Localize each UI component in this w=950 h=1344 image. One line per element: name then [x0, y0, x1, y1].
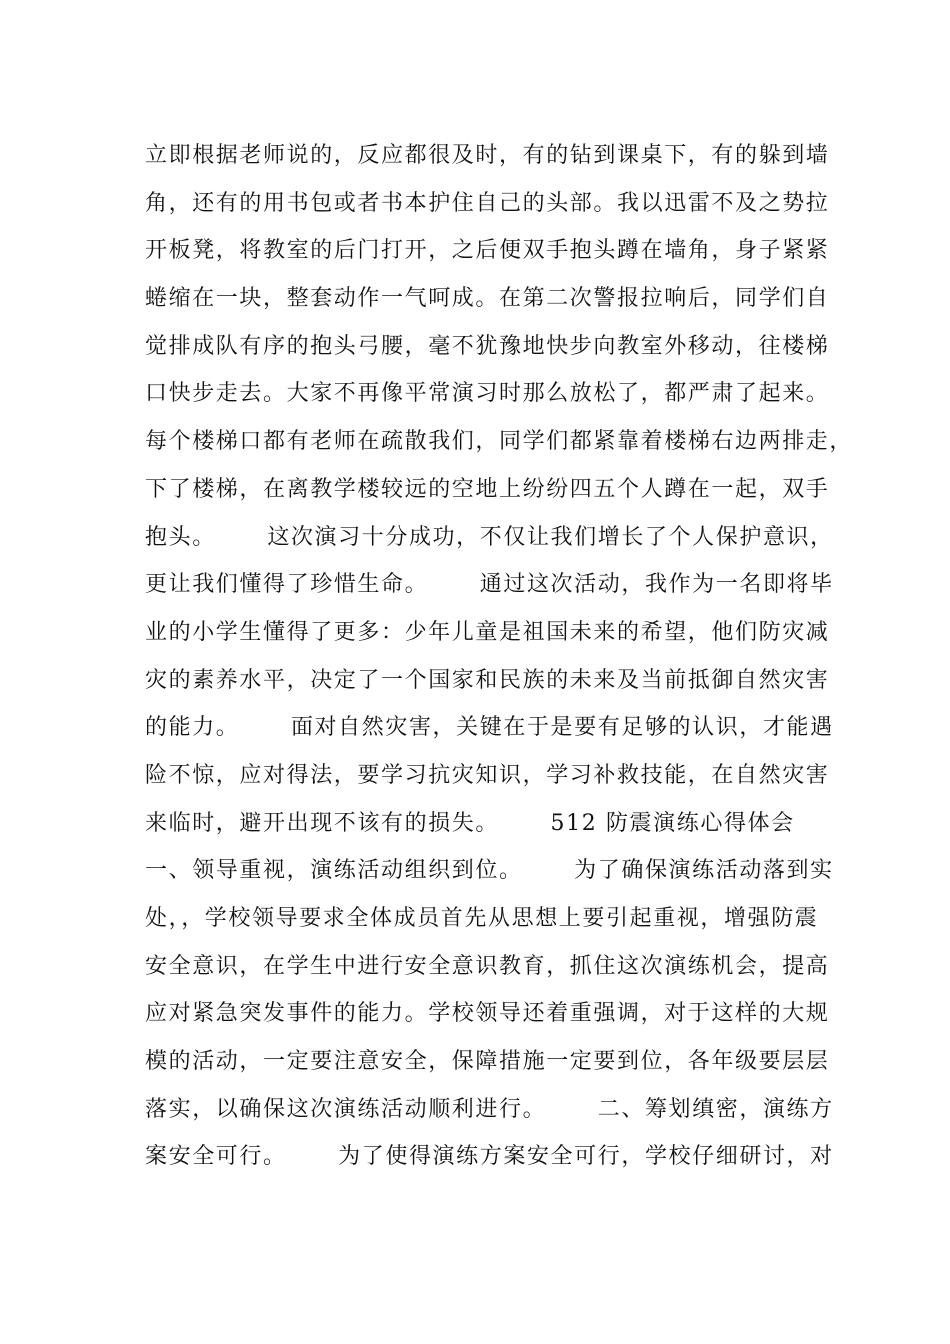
text-line: 业的小学生懂得了更多：少年儿童是祖国未来的希望，他们防灾减	[145, 619, 830, 645]
text-line: 觉排成队有序的抱头弓腰，毫不犹豫地快步向教室外移动，往楼梯	[145, 333, 830, 359]
text-line: 应对紧急突发事件的能力。学校领导还着重强调，对于这样的大规	[145, 1001, 830, 1027]
text-line: 险不惊，应对得法，要学习抗灾知识，学习补救技能，在自然灾害	[145, 762, 830, 788]
text-line: 立即根据老师说的，反应都很及时，有的钻到课桌下，有的躲到墙	[145, 143, 830, 168]
text-line: 蜷缩在一块，整套动作一气呵成。在第二次警报拉响后，同学们自	[145, 286, 830, 312]
text-line: 处，，学校领导要求全体成员首先从思想上要引起重视，增强防震	[145, 906, 819, 931]
text-line: 更让我们懂得了珍惜生命。 通过这次活动，我作为一名即将毕	[145, 572, 834, 598]
text-line: 下了楼梯，在离教学楼较远的空地上纷纷四五个人蹲在一起，双手	[145, 476, 830, 502]
text-line: 的能力。 面对自然灾害，关键在于是要有足够的认识，才能遇	[145, 715, 834, 741]
text-line: 一、领导重视，演练活动组织到位。 为了确保演练活动落到实	[145, 858, 834, 884]
text-line: 角，还有的用书包或者书本护住自己的头部。我以迅雷不及之势拉	[145, 190, 830, 216]
text-line: 安全意识，在学生中进行安全意识教育，抓住这次演练机会，提高	[145, 953, 830, 979]
text-line: 开板凳，将教室的后门打开，之后便双手抱头蹲在墙角，身子紧紧	[145, 238, 830, 264]
text-line: 落实，以确保这次演练活动顺利进行。 二、筹划缜密，演练方	[145, 1096, 834, 1122]
text-line: 案安全可行。 为了使得演练方案安全可行，学校仔细研讨，对	[145, 1144, 834, 1170]
text-line: 口快步走去。大家不再像平常演习时那么放松了，都严肃了起来。	[145, 381, 830, 407]
text-line: 模的活动，一定要注意安全，保障措施一定要到位，各年级要层层	[145, 1049, 830, 1075]
text-line: 来临时，避开出现不该有的损失。 512 防震演练心得体会	[145, 810, 795, 836]
body-text	[145, 132, 854, 1181]
text-line: 每个楼梯口都有老师在疏散我们，同学们都紧靠着楼梯右边两排走，	[145, 429, 854, 455]
text-line: 抱头。 这次演习十分成功，不仅让我们增长了个人保护意识，	[145, 524, 834, 550]
text-line: 灾的素养水平，决定了一个国家和民族的未来及当前抵御自然灾害	[145, 667, 830, 693]
